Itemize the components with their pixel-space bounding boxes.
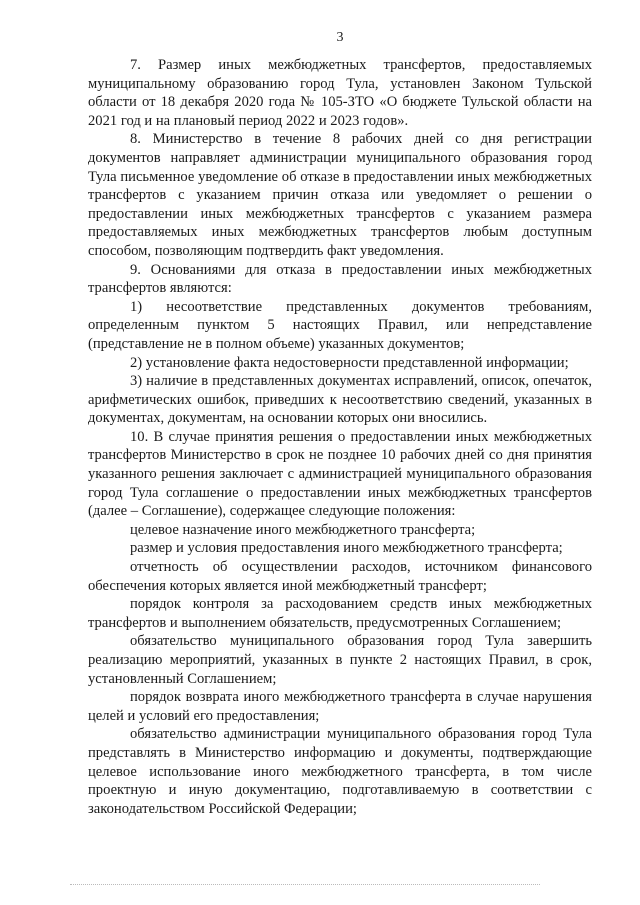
document-body — [88, 56, 592, 818]
paragraph-10: 10. В случае принятия решения о предоставлении иных межбюджетных трансфертов Министерство в срок не позднее 10 рабочих дней со дня принятия указанного решения заключает с администрацией муниципального образования город Тула соглашение о предоставлении иных межбюджетных трансфертов (далее – Соглашение), содержащее следующие положения: — [88, 428, 592, 520]
scan-artifact-line — [70, 884, 540, 885]
agreement-clause-purpose: целевое назначение иного межбюджетного трансферта; — [130, 521, 476, 538]
agreement-clause-reporting: отчетность об осуществлении расходов, источником финансового обеспечения которых является иной межбюджетный трансферт; — [88, 559, 592, 594]
paragraph-8: 8. Министерство в течение 8 рабочих дней со дня регистрации документов направляет администрации муниципального образования город Тула письменное уведомление об отказе в предоставлении иных межбюджетных трансфертов с указанием причин отказа или уведомляет о решении о предоставлении иных межбюджетных трансфертов с указанием размера предоставляемых иных межбюджетных трансфертов любым доступным способом, позволяющим подтвердить факт уведомления. — [88, 131, 592, 259]
agreement-clause-completion: обязательство муниципального образования город Тула завершить реализацию мероприятий, указанных в пункте 2 настоящих Правил, в срок, установленный Соглашением; — [88, 633, 592, 687]
agreement-clause-documents: обязательство администрации муниципального образования город Тула представлять в Министерство информацию и документы, подтверждающие целевое использование иного межбюджетного трансферта, в том числе проектную и иную документацию, подготавливаемую в соответствии с законодательством Российской Федерации; — [88, 726, 592, 817]
paragraph-9-item-1: 1) несоответствие представленных документов требованиям, определенным пунктом 5 настоящих Правил, или непредставление (представление не в полном объеме) указанных документов; — [88, 298, 592, 352]
paragraph-7: 7. Размер иных межбюджетных трансфертов, предоставляемых муниципальному образованию город Тула, установлен Законом Тульской области от 18 декабря 2020 года № 105-ЗТО «О бюджете Тульской области на 2021 год и на плановый период 2022 и 2023 годов». — [88, 57, 592, 129]
paragraph-9-item-2: 2) установление факта недостоверности представленной информации; — [130, 354, 569, 371]
paragraph-9: 9. Основаниями для отказа в предоставлении иных межбюджетных трансфертов являются: — [88, 261, 592, 297]
agreement-clause-control: порядок контроля за расходованием средств иных межбюджетных трансфертов и выполнением обязательств, предусмотренных Соглашением; — [88, 596, 592, 631]
agreement-clause-return: порядок возврата иного межбюджетного трансферта в случае нарушения целей и условий его предоставления; — [88, 689, 592, 724]
page-number: 3 — [336, 30, 344, 45]
paragraph-9-item-3: 3) наличие в представленных документах исправлений, описок, опечаток, арифметических ошибок, приведших к несоответствию сведений, указанных в документах, документам, на основании которых они вносились. — [88, 373, 592, 427]
agreement-clause-amount: размер и условия предоставления иного межбюджетного трансферта; — [130, 540, 563, 557]
